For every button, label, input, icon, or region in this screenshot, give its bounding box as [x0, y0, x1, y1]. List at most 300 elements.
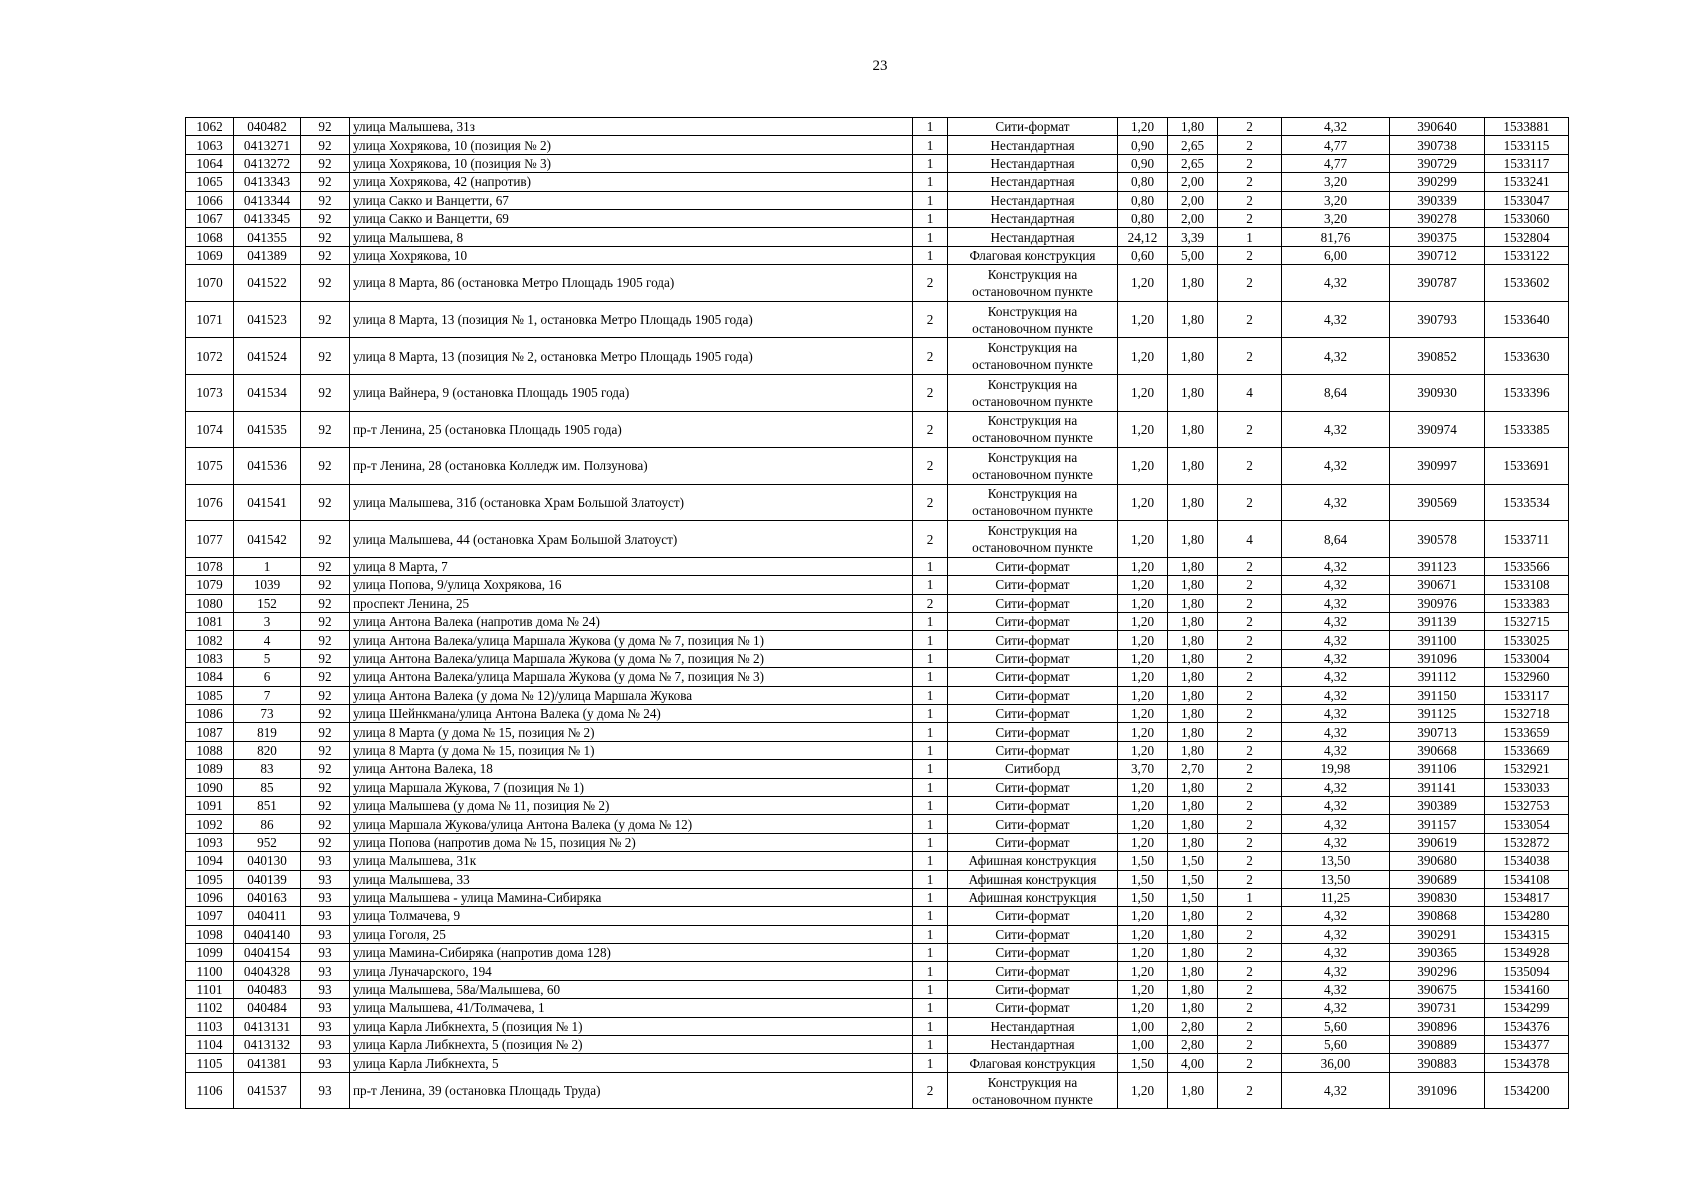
cell-coord-y: 1534200 — [1485, 1072, 1569, 1109]
cell-district: 92 — [301, 265, 350, 302]
cell-coord-x: 390738 — [1390, 136, 1485, 154]
cell-height: 1,80 — [1168, 338, 1218, 375]
cell-height: 1,80 — [1168, 374, 1218, 411]
cell-fields-count: 2 — [1218, 833, 1282, 851]
cell-height: 1,80 — [1168, 411, 1218, 448]
cell-address: улица Луначарского, 194 — [350, 962, 913, 980]
cell-width: 1,20 — [1118, 265, 1168, 302]
cell-row-number: 1064 — [186, 154, 234, 172]
cell-sides-count: 1 — [913, 209, 948, 227]
cell-coord-x: 391141 — [1390, 778, 1485, 796]
cell-code: 0413131 — [234, 1017, 301, 1035]
table-row — [186, 1054, 1569, 1072]
cell-height: 1,80 — [1168, 557, 1218, 575]
cell-coord-x: 391096 — [1390, 649, 1485, 667]
cell-code: 0404328 — [234, 962, 301, 980]
cell-height: 1,80 — [1168, 594, 1218, 612]
cell-code: 041523 — [234, 301, 301, 338]
table-row — [186, 209, 1569, 227]
cell-width: 0,60 — [1118, 246, 1168, 264]
cell-area: 4,32 — [1282, 723, 1390, 741]
cell-address: улица 8 Марта (у дома № 15, позиция № 1) — [350, 741, 913, 759]
cell-fields-count: 2 — [1218, 631, 1282, 649]
cell-coord-y: 1533122 — [1485, 246, 1569, 264]
cell-height: 1,50 — [1168, 870, 1218, 888]
cell-width: 1,20 — [1118, 521, 1168, 558]
cell-district: 93 — [301, 999, 350, 1017]
cell-sides-count: 1 — [913, 576, 948, 594]
cell-fields-count: 2 — [1218, 796, 1282, 814]
cell-width: 1,50 — [1118, 852, 1168, 870]
cell-address: улица Мамина-Сибиряка (напротив дома 128) — [350, 944, 913, 962]
cell-coord-y: 1533669 — [1485, 741, 1569, 759]
cell-coord-x: 390671 — [1390, 576, 1485, 594]
cell-code: 85 — [234, 778, 301, 796]
cell-construction-type: Сити-формат — [948, 576, 1118, 594]
cell-district: 92 — [301, 228, 350, 246]
cell-construction-type: Сити-формат — [948, 815, 1118, 833]
cell-row-number: 1075 — [186, 448, 234, 485]
page-number: 23 — [872, 58, 888, 74]
cell-sides-count: 1 — [913, 980, 948, 998]
cell-area: 4,32 — [1282, 833, 1390, 851]
cell-district: 92 — [301, 154, 350, 172]
cell-district: 93 — [301, 962, 350, 980]
cell-height: 1,80 — [1168, 980, 1218, 998]
cell-construction-type: Нестандартная — [948, 1036, 1118, 1054]
cell-fields-count: 2 — [1218, 852, 1282, 870]
cell-height: 1,80 — [1168, 448, 1218, 485]
cell-address: улица Малышева, 41/Толмачева, 1 — [350, 999, 913, 1017]
cell-coord-x: 391139 — [1390, 613, 1485, 631]
cell-sides-count: 2 — [913, 448, 948, 485]
cell-district: 93 — [301, 925, 350, 943]
cell-fields-count: 2 — [1218, 944, 1282, 962]
cell-height: 1,80 — [1168, 705, 1218, 723]
cell-area: 6,00 — [1282, 246, 1390, 264]
cell-height: 2,80 — [1168, 1017, 1218, 1035]
cell-district: 92 — [301, 631, 350, 649]
cell-row-number: 1085 — [186, 686, 234, 704]
cell-coord-x: 390712 — [1390, 246, 1485, 264]
cell-code: 820 — [234, 741, 301, 759]
cell-fields-count: 4 — [1218, 521, 1282, 558]
cell-fields-count: 2 — [1218, 301, 1282, 338]
cell-sides-count: 1 — [913, 613, 948, 631]
cell-address: улица Сакко и Ванцетти, 69 — [350, 209, 913, 227]
cell-sides-count: 1 — [913, 228, 948, 246]
cell-height: 3,39 — [1168, 228, 1218, 246]
cell-code: 041541 — [234, 484, 301, 521]
cell-district: 92 — [301, 815, 350, 833]
cell-code: 041534 — [234, 374, 301, 411]
cell-address: пр-т Ленина, 39 (остановка Площадь Труда) — [350, 1072, 913, 1109]
cell-district: 92 — [301, 246, 350, 264]
cell-construction-type: Сити-формат — [948, 557, 1118, 575]
cell-construction-type: Сити-формат — [948, 649, 1118, 667]
cell-fields-count: 2 — [1218, 265, 1282, 302]
table-row — [186, 815, 1569, 833]
cell-area: 4,32 — [1282, 815, 1390, 833]
cell-area: 4,32 — [1282, 1072, 1390, 1109]
cell-area: 4,32 — [1282, 411, 1390, 448]
cell-coord-y: 1534280 — [1485, 907, 1569, 925]
cell-fields-count: 2 — [1218, 760, 1282, 778]
cell-sides-count: 1 — [913, 741, 948, 759]
cell-height: 1,80 — [1168, 576, 1218, 594]
cell-height: 1,80 — [1168, 631, 1218, 649]
cell-coord-y: 1534376 — [1485, 1017, 1569, 1035]
cell-area: 4,32 — [1282, 907, 1390, 925]
cell-height: 2,65 — [1168, 154, 1218, 172]
cell-width: 0,90 — [1118, 154, 1168, 172]
cell-address: улица 8 Марта, 86 (остановка Метро Площадь 1905 года) — [350, 265, 913, 302]
cell-row-number: 1100 — [186, 962, 234, 980]
table-row — [186, 833, 1569, 851]
cell-area: 4,32 — [1282, 594, 1390, 612]
cell-width: 1,20 — [1118, 944, 1168, 962]
cell-coord-x: 390896 — [1390, 1017, 1485, 1035]
cell-address: улица Антона Валека/улица Маршала Жукова (у дома № 7, позиция № 3) — [350, 668, 913, 686]
cell-code: 0404140 — [234, 925, 301, 943]
cell-code: 83 — [234, 760, 301, 778]
cell-construction-type: Сити-формат — [948, 944, 1118, 962]
cell-width: 0,80 — [1118, 173, 1168, 191]
cell-address: улица Малышева, 44 (остановка Храм Большой Златоуст) — [350, 521, 913, 558]
cell-area: 4,32 — [1282, 613, 1390, 631]
cell-fields-count: 2 — [1218, 191, 1282, 209]
cell-code: 041535 — [234, 411, 301, 448]
table-row — [186, 705, 1569, 723]
cell-width: 1,20 — [1118, 778, 1168, 796]
cell-fields-count: 4 — [1218, 374, 1282, 411]
cell-construction-type: Сити-формат — [948, 668, 1118, 686]
cell-construction-type: Сити-формат — [948, 613, 1118, 631]
cell-district: 92 — [301, 686, 350, 704]
table-row — [186, 686, 1569, 704]
cell-address: улица Попова (напротив дома № 15, позиция № 2) — [350, 833, 913, 851]
cell-height: 1,80 — [1168, 723, 1218, 741]
cell-sides-count: 2 — [913, 338, 948, 375]
cell-fields-count: 2 — [1218, 1072, 1282, 1109]
cell-fields-count: 2 — [1218, 870, 1282, 888]
cell-address: улица 8 Марта (у дома № 15, позиция № 2) — [350, 723, 913, 741]
cell-construction-type: Сити-формат — [948, 741, 1118, 759]
cell-construction-type: Сити-формат — [948, 833, 1118, 851]
cell-construction-type: Конструкция на остановочном пункте — [948, 521, 1118, 558]
cell-construction-type: Нестандартная — [948, 136, 1118, 154]
cell-district: 93 — [301, 1017, 350, 1035]
cell-district: 92 — [301, 576, 350, 594]
cell-district: 92 — [301, 136, 350, 154]
cell-code: 041389 — [234, 246, 301, 264]
table-row — [186, 118, 1569, 136]
cell-coord-y: 1534377 — [1485, 1036, 1569, 1054]
cell-coord-y: 1533659 — [1485, 723, 1569, 741]
cell-district: 92 — [301, 191, 350, 209]
cell-area: 4,32 — [1282, 484, 1390, 521]
cell-code: 73 — [234, 705, 301, 723]
cell-district: 93 — [301, 907, 350, 925]
cell-coord-x: 390569 — [1390, 484, 1485, 521]
cell-fields-count: 2 — [1218, 484, 1282, 521]
cell-coord-x: 390793 — [1390, 301, 1485, 338]
table-row — [186, 154, 1569, 172]
cell-coord-y: 1532872 — [1485, 833, 1569, 851]
cell-coord-y: 1532804 — [1485, 228, 1569, 246]
cell-construction-type: Сити-формат — [948, 962, 1118, 980]
cell-code: 040484 — [234, 999, 301, 1017]
cell-row-number: 1106 — [186, 1072, 234, 1109]
cell-area: 4,32 — [1282, 962, 1390, 980]
cell-row-number: 1087 — [186, 723, 234, 741]
cell-row-number: 1063 — [186, 136, 234, 154]
cell-construction-type: Сити-формат — [948, 631, 1118, 649]
cell-code: 952 — [234, 833, 301, 851]
cell-district: 93 — [301, 852, 350, 870]
cell-code: 0413272 — [234, 154, 301, 172]
cell-width: 1,20 — [1118, 1072, 1168, 1109]
cell-address: улица Малышева, 58а/Малышева, 60 — [350, 980, 913, 998]
cell-width: 1,50 — [1118, 1054, 1168, 1072]
table-row — [186, 944, 1569, 962]
cell-code: 1 — [234, 557, 301, 575]
cell-address: проспект Ленина, 25 — [350, 594, 913, 612]
cell-construction-type: Сити-формат — [948, 925, 1118, 943]
cell-width: 1,20 — [1118, 649, 1168, 667]
table-row — [186, 980, 1569, 998]
cell-code: 0404154 — [234, 944, 301, 962]
cell-coord-x: 391123 — [1390, 557, 1485, 575]
cell-district: 92 — [301, 796, 350, 814]
cell-address: улица Малышева (у дома № 11, позиция № 2) — [350, 796, 913, 814]
cell-construction-type: Конструкция на остановочном пункте — [948, 265, 1118, 302]
cell-district: 92 — [301, 668, 350, 686]
cell-fields-count: 1 — [1218, 888, 1282, 906]
cell-address: улица Попова, 9/улица Хохрякова, 16 — [350, 576, 913, 594]
cell-row-number: 1094 — [186, 852, 234, 870]
cell-coord-x: 390389 — [1390, 796, 1485, 814]
cell-coord-x: 390640 — [1390, 118, 1485, 136]
cell-area: 3,20 — [1282, 191, 1390, 209]
cell-district: 93 — [301, 1036, 350, 1054]
table-row — [186, 999, 1569, 1017]
cell-sides-count: 1 — [913, 649, 948, 667]
cell-height: 1,80 — [1168, 778, 1218, 796]
cell-construction-type: Афишная конструкция — [948, 870, 1118, 888]
table-row — [186, 521, 1569, 558]
cell-height: 4,00 — [1168, 1054, 1218, 1072]
cell-coord-y: 1533881 — [1485, 118, 1569, 136]
cell-address: улица Антона Валека (напротив дома № 24) — [350, 613, 913, 631]
cell-fields-count: 2 — [1218, 999, 1282, 1017]
cell-coord-x: 390889 — [1390, 1036, 1485, 1054]
cell-height: 1,80 — [1168, 521, 1218, 558]
cell-coord-x: 390675 — [1390, 980, 1485, 998]
cell-coord-x: 390997 — [1390, 448, 1485, 485]
cell-area: 4,32 — [1282, 557, 1390, 575]
cell-construction-type: Нестандартная — [948, 209, 1118, 227]
cell-width: 1,20 — [1118, 999, 1168, 1017]
cell-row-number: 1103 — [186, 1017, 234, 1035]
cell-area: 3,20 — [1282, 209, 1390, 227]
cell-sides-count: 1 — [913, 705, 948, 723]
cell-sides-count: 1 — [913, 154, 948, 172]
cell-district: 92 — [301, 557, 350, 575]
cell-construction-type: Нестандартная — [948, 191, 1118, 209]
cell-row-number: 1104 — [186, 1036, 234, 1054]
cell-height: 1,80 — [1168, 118, 1218, 136]
cell-coord-y: 1533566 — [1485, 557, 1569, 575]
cell-row-number: 1093 — [186, 833, 234, 851]
cell-area: 3,20 — [1282, 173, 1390, 191]
cell-fields-count: 2 — [1218, 1017, 1282, 1035]
cell-coord-y: 1534315 — [1485, 925, 1569, 943]
cell-sides-count: 1 — [913, 907, 948, 925]
cell-row-number: 1098 — [186, 925, 234, 943]
cell-construction-type: Нестандартная — [948, 228, 1118, 246]
cell-construction-type: Сити-формат — [948, 907, 1118, 925]
cell-coord-y: 1533396 — [1485, 374, 1569, 411]
cell-district: 93 — [301, 980, 350, 998]
cell-code: 041381 — [234, 1054, 301, 1072]
cell-code: 040130 — [234, 852, 301, 870]
cell-coord-y: 1533630 — [1485, 338, 1569, 375]
cell-row-number: 1073 — [186, 374, 234, 411]
cell-coord-x: 390930 — [1390, 374, 1485, 411]
cell-coord-y: 1532960 — [1485, 668, 1569, 686]
cell-height: 1,80 — [1168, 668, 1218, 686]
table-row — [186, 631, 1569, 649]
cell-address: улица Хохрякова, 10 (позиция № 3) — [350, 154, 913, 172]
cell-address: улица Карла Либкнехта, 5 — [350, 1054, 913, 1072]
cell-construction-type: Ситиборд — [948, 760, 1118, 778]
cell-area: 13,50 — [1282, 852, 1390, 870]
cell-height: 1,80 — [1168, 796, 1218, 814]
cell-coord-y: 1533054 — [1485, 815, 1569, 833]
table-row — [186, 576, 1569, 594]
registry-body — [186, 118, 1569, 1109]
cell-construction-type: Сити-формат — [948, 705, 1118, 723]
cell-sides-count: 2 — [913, 484, 948, 521]
cell-row-number: 1083 — [186, 649, 234, 667]
cell-height: 1,80 — [1168, 925, 1218, 943]
cell-district: 93 — [301, 870, 350, 888]
table-row — [186, 760, 1569, 778]
cell-sides-count: 1 — [913, 888, 948, 906]
cell-code: 86 — [234, 815, 301, 833]
cell-fields-count: 2 — [1218, 411, 1282, 448]
cell-address: улица Маршала Жукова, 7 (позиция № 1) — [350, 778, 913, 796]
cell-width: 1,50 — [1118, 888, 1168, 906]
cell-coord-x: 390852 — [1390, 338, 1485, 375]
cell-address: улица Сакко и Ванцетти, 67 — [350, 191, 913, 209]
cell-row-number: 1095 — [186, 870, 234, 888]
cell-height: 1,80 — [1168, 484, 1218, 521]
cell-district: 92 — [301, 723, 350, 741]
cell-coord-x: 390713 — [1390, 723, 1485, 741]
cell-height: 1,80 — [1168, 907, 1218, 925]
cell-code: 851 — [234, 796, 301, 814]
cell-address: улица Толмачева, 9 — [350, 907, 913, 925]
cell-fields-count: 2 — [1218, 741, 1282, 759]
cell-height: 2,70 — [1168, 760, 1218, 778]
cell-fields-count: 2 — [1218, 668, 1282, 686]
cell-fields-count: 2 — [1218, 705, 1282, 723]
cell-coord-y: 1533033 — [1485, 778, 1569, 796]
table-row — [186, 594, 1569, 612]
cell-sides-count: 1 — [913, 118, 948, 136]
cell-code: 040482 — [234, 118, 301, 136]
cell-area: 4,32 — [1282, 649, 1390, 667]
cell-sides-count: 2 — [913, 1072, 948, 1109]
cell-height: 1,80 — [1168, 962, 1218, 980]
cell-coord-y: 1533241 — [1485, 173, 1569, 191]
cell-code: 041355 — [234, 228, 301, 246]
cell-area: 36,00 — [1282, 1054, 1390, 1072]
table-row — [186, 374, 1569, 411]
cell-width: 3,70 — [1118, 760, 1168, 778]
cell-width: 1,20 — [1118, 796, 1168, 814]
cell-fields-count: 2 — [1218, 557, 1282, 575]
cell-row-number: 1096 — [186, 888, 234, 906]
cell-width: 1,20 — [1118, 613, 1168, 631]
cell-coord-y: 1533640 — [1485, 301, 1569, 338]
cell-area: 8,64 — [1282, 374, 1390, 411]
cell-width: 24,12 — [1118, 228, 1168, 246]
cell-height: 1,80 — [1168, 741, 1218, 759]
cell-address: улица Малышева, 31б (остановка Храм Большой Златоуст) — [350, 484, 913, 521]
cell-row-number: 1092 — [186, 815, 234, 833]
cell-width: 1,20 — [1118, 705, 1168, 723]
cell-construction-type: Сити-формат — [948, 723, 1118, 741]
cell-height: 1,80 — [1168, 613, 1218, 631]
cell-sides-count: 1 — [913, 686, 948, 704]
cell-code: 0413271 — [234, 136, 301, 154]
table-row — [186, 796, 1569, 814]
cell-coord-x: 390689 — [1390, 870, 1485, 888]
cell-width: 1,20 — [1118, 118, 1168, 136]
table-row — [186, 962, 1569, 980]
cell-address: пр-т Ленина, 25 (остановка Площадь 1905 года) — [350, 411, 913, 448]
cell-construction-type: Сити-формат — [948, 778, 1118, 796]
cell-width: 1,20 — [1118, 448, 1168, 485]
cell-coord-x: 390729 — [1390, 154, 1485, 172]
cell-construction-type: Конструкция на остановочном пункте — [948, 338, 1118, 375]
cell-coord-y: 1534038 — [1485, 852, 1569, 870]
cell-coord-x: 390278 — [1390, 209, 1485, 227]
cell-width: 1,20 — [1118, 576, 1168, 594]
cell-coord-y: 1532753 — [1485, 796, 1569, 814]
cell-construction-type: Афишная конструкция — [948, 852, 1118, 870]
cell-area: 4,32 — [1282, 705, 1390, 723]
cell-district: 92 — [301, 301, 350, 338]
cell-sides-count: 1 — [913, 852, 948, 870]
cell-height: 2,65 — [1168, 136, 1218, 154]
cell-height: 1,50 — [1168, 852, 1218, 870]
cell-width: 1,20 — [1118, 411, 1168, 448]
cell-fields-count: 2 — [1218, 136, 1282, 154]
cell-construction-type: Конструкция на остановочном пункте — [948, 411, 1118, 448]
cell-district: 92 — [301, 705, 350, 723]
cell-coord-x: 390668 — [1390, 741, 1485, 759]
cell-row-number: 1097 — [186, 907, 234, 925]
cell-sides-count: 2 — [913, 411, 948, 448]
cell-area: 4,32 — [1282, 999, 1390, 1017]
cell-address: улица Антона Валека/улица Маршала Жукова (у дома № 7, позиция № 1) — [350, 631, 913, 649]
cell-address: улица 8 Марта, 7 — [350, 557, 913, 575]
cell-area: 4,32 — [1282, 338, 1390, 375]
